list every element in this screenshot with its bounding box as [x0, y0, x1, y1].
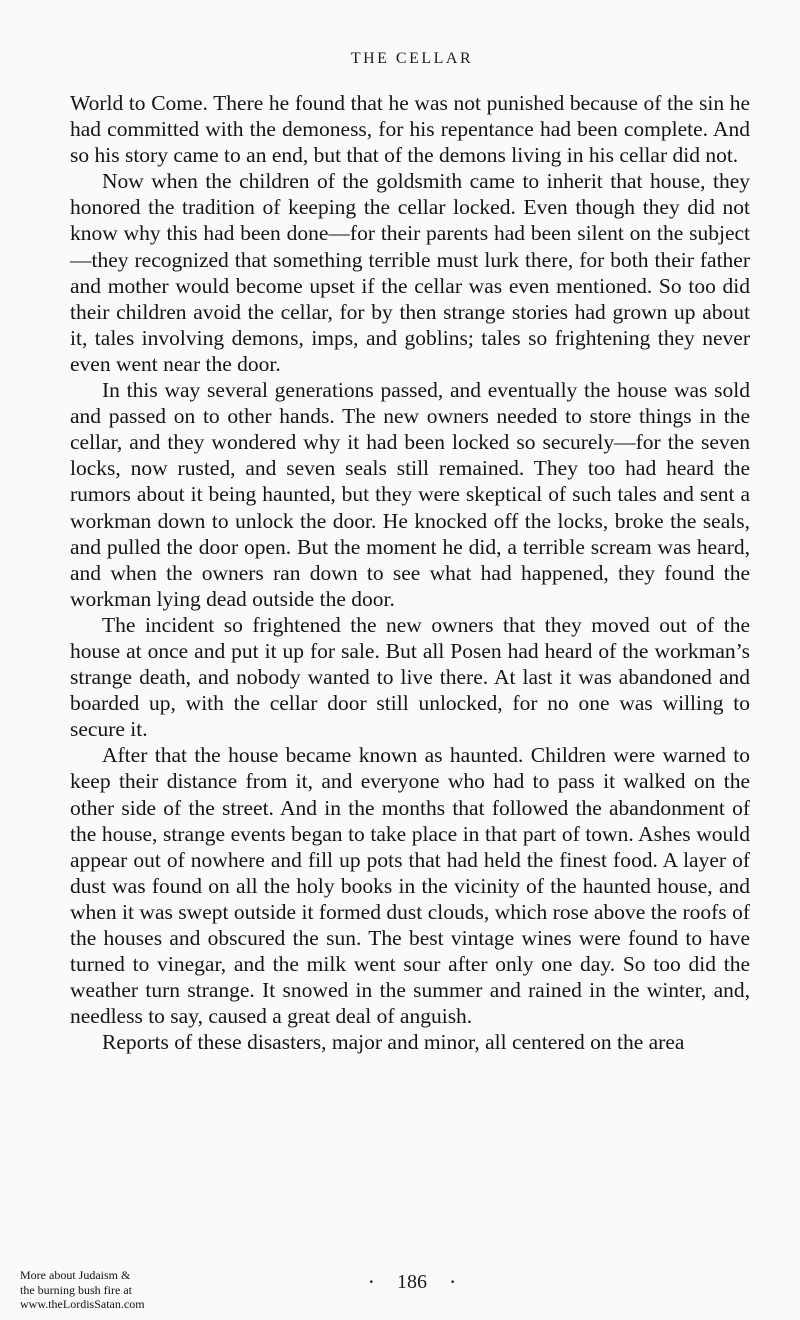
watermark-line: the burning bush fire at	[20, 1282, 132, 1297]
folio-dot-left: ·	[367, 1269, 375, 1294]
paragraph: Reports of these disasters, major and minor, all centered on the area	[102, 1030, 685, 1055]
watermark-url[interactable]: www.theLordisSatan.com	[20, 1297, 145, 1311]
paragraph: After that the house became known as haunted. Children were warned to keep their distance from it, and everyone who had to pass it walked on the other side of the street. And in the months that followed the abandonment of the house, strange events began to take place in that part of town. Ashes would appear out of nowhere and fill up pots that had held the finest food. A layer of dust was found on all the holy books in the vicinity of the haunted house, and when it was swept outside it formed dust clouds, which rose above the roofs of the houses and obscured the sun. The best vintage wines were found to have turned to vinegar, and the milk went sour after only one day. So too did the weather turn strange. It snowed in the summer and rained in the winter, and, needless to say, caused a great deal of anguish.	[70, 743, 750, 1029]
watermark-note	[20, 1268, 195, 1312]
folio-dot-right: ·	[449, 1269, 457, 1294]
paragraph: World to Come. There he found that he was not punished because of the sin he had committed with the demoness, for his repentance had been complete. And so his story came to an end, but that of the demons living in his cellar did not.	[70, 91, 750, 168]
paragraph: In this way several generations passed, and eventually the house was sold and passed on to other hands. The new owners needed to store things in the cellar, and they wondered why it had been locked so securely—for the seven locks, now rusted, and seven seals still remained. They too had heard the rumors about it being haunted, but they were skeptical of such tales and sent a workman down to unlock the door. He knocked off the locks, broke the seals, and pulled the door open. But the moment he did, a terrible scream was heard, and when the owners ran down to see what had happened, they found the workman lying dead outside the door.	[70, 378, 750, 611]
paragraph: Now when the children of the goldsmith came to inherit that house, they honored the tradition of keeping the cellar locked. Even though they did not know why this had been done—for their parents had been silent on the subject—they recognized that something terrible must lurk there, for both their father and mother would become upset if the cellar was even mentioned. So too did their children avoid the cellar, for by then strange stories had grown up about it, tales involving demons, imps, and goblins; tales so frightening they never even went near the door.	[70, 169, 750, 376]
watermark-line: More about Judaism &	[20, 1268, 131, 1282]
running-head: THE CELLAR	[350, 50, 474, 67]
body-text	[70, 90, 750, 1055]
paragraph: The incident so frightened the new owners that they moved out of the house at once and put it up for sale. But all Posen had heard of the workman’s strange death, and nobody wanted to live there. At last it was abandoned and boarded up, with the cellar door still unlocked, for no one was willing to secure it.	[70, 612, 750, 742]
page-number: 186	[397, 1271, 427, 1293]
